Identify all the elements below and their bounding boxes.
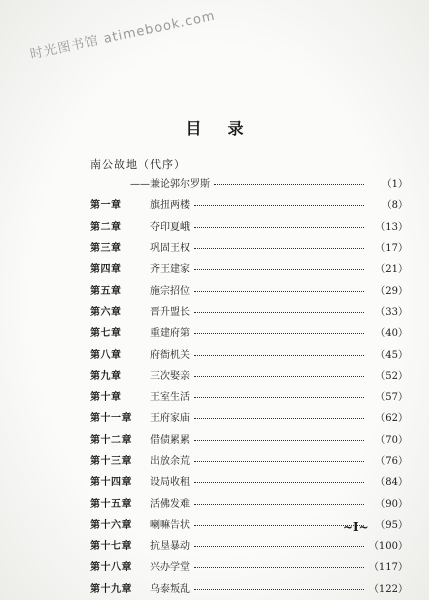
- page-number: （70）: [375, 434, 408, 446]
- preface-label: 南公故地（代序）: [90, 158, 186, 171]
- page-number: （1）: [381, 179, 408, 191]
- chapter-number: 第六章: [90, 306, 122, 318]
- toc-row-chapter[interactable]: [90, 449, 408, 470]
- chapter-title: 出放余荒: [150, 456, 190, 467]
- leader-dots: [194, 291, 364, 292]
- chapter-number: 第三章: [90, 243, 122, 255]
- page-number: （33）: [375, 306, 408, 318]
- chapter-title: 旗扭两楼: [150, 200, 190, 212]
- toc-row-chapter[interactable]: [90, 406, 408, 427]
- leader-dots: [194, 205, 364, 206]
- leader-dots: [194, 355, 364, 356]
- leader-dots: [194, 312, 364, 313]
- toc-row-chapter[interactable]: [90, 385, 408, 406]
- chapter-title: 借债累累: [150, 434, 190, 446]
- page-number: （17）: [375, 243, 408, 255]
- chapter-title: 三次娶亲: [150, 370, 190, 382]
- leader-dots: [194, 418, 364, 419]
- chapter-number: 第七章: [90, 328, 122, 340]
- page-title: 目录: [185, 119, 270, 138]
- toc-row-chapter[interactable]: [90, 491, 408, 512]
- toc-row-chapter[interactable]: [90, 534, 408, 555]
- leader-dots: [194, 525, 364, 526]
- chapter-title: 巩固王权: [150, 243, 190, 255]
- toc-row-chapter[interactable]: [90, 470, 408, 491]
- chapter-number: 第十五章: [90, 498, 132, 510]
- chapter-title: 设局收租: [150, 477, 190, 489]
- toc-row-chapter[interactable]: [90, 428, 408, 449]
- toc-row-chapter[interactable]: [90, 342, 408, 363]
- chapter-number: 第十二章: [90, 434, 132, 446]
- leader-dots: [194, 397, 364, 398]
- chapter-number: 第十七章: [90, 541, 132, 553]
- chapter-title: 重建府第: [150, 328, 190, 340]
- chapter-number: 第十章: [90, 392, 122, 404]
- page-number: （100）: [368, 541, 408, 553]
- chapter-title: 兴办学堂: [150, 562, 190, 574]
- chapter-title: 王府家庙: [150, 413, 190, 425]
- chapter-title: 活佛发难: [150, 498, 190, 510]
- leader-dots: [194, 269, 364, 270]
- leader-dots: [194, 461, 364, 462]
- toc-row-chapter[interactable]: [90, 193, 408, 214]
- page-number: （8）: [381, 200, 408, 212]
- leader-dots: [194, 589, 364, 590]
- page-number: （13）: [375, 221, 408, 233]
- chapter-number: 第十四章: [90, 477, 132, 489]
- toc-row-chapter[interactable]: [90, 300, 408, 321]
- toc-row-chapter[interactable]: [90, 215, 408, 236]
- page-number: （62）: [375, 413, 408, 425]
- chapter-number: 第十三章: [90, 456, 132, 467]
- toc-row-chapter[interactable]: [90, 364, 408, 385]
- leader-dots: [194, 440, 364, 441]
- table-of-contents: [90, 172, 408, 598]
- leader-dots: [194, 504, 364, 505]
- leader-dots: [194, 567, 364, 568]
- chapter-title: 抗垦暴动: [150, 541, 190, 553]
- leader-dots: [194, 376, 364, 377]
- page-number: （95）: [375, 519, 408, 531]
- leader-dots: [194, 227, 364, 228]
- folio-number: ~I~: [343, 520, 369, 534]
- chapter-number: 第八章: [90, 349, 122, 361]
- chapter-number: 第四章: [90, 264, 122, 276]
- chapter-title: 喇嘛告状: [150, 519, 190, 531]
- toc-row-chapter[interactable]: [90, 577, 408, 598]
- page-number: （90）: [375, 498, 408, 510]
- leader-dots: [194, 546, 364, 547]
- chapter-title: 施宗招位: [150, 285, 190, 297]
- page-number: （122）: [368, 583, 408, 595]
- page-number: （29）: [375, 285, 408, 297]
- chapter-number: 第一章: [90, 200, 122, 212]
- toc-row-chapter[interactable]: [90, 257, 408, 278]
- toc-row-preface[interactable]: [90, 172, 408, 193]
- chapter-title: 夺印夏峨: [150, 221, 190, 233]
- chapter-number: 第五章: [90, 285, 122, 297]
- chapter-title: 王室生活: [150, 392, 190, 404]
- toc-row-chapter[interactable]: [90, 236, 408, 257]
- preface-subtitle: ——兼论郭尔罗斯: [130, 179, 210, 191]
- leader-dots: [194, 482, 364, 483]
- page-number: （76）: [375, 456, 408, 467]
- page-number: （45）: [375, 349, 408, 361]
- page-number: （21）: [375, 264, 408, 276]
- leader-dots: [214, 184, 364, 185]
- page-number: （84）: [375, 477, 408, 489]
- chapter-title: 乌泰叛乱: [150, 583, 190, 595]
- page-number: （52）: [375, 370, 408, 382]
- chapter-title: 齐王建家: [150, 264, 190, 276]
- chapter-number: 第十九章: [90, 583, 132, 595]
- page-number: （117）: [368, 562, 408, 574]
- toc-row-chapter[interactable]: [90, 278, 408, 299]
- page-number: （57）: [375, 392, 408, 404]
- chapter-title: 府衙机关: [150, 349, 190, 361]
- page-number: （40）: [375, 328, 408, 340]
- chapter-number: 第九章: [90, 370, 122, 382]
- chapter-number: 第十六章: [90, 519, 132, 531]
- chapter-title: 晋升盟长: [150, 306, 190, 318]
- toc-row-chapter[interactable]: [90, 555, 408, 576]
- chapter-number: 第十一章: [90, 413, 132, 425]
- watermark: 时光图书馆 atimebook.com: [28, 8, 217, 63]
- toc-row-chapter[interactable]: [90, 321, 408, 342]
- chapter-number: 第二章: [90, 221, 122, 233]
- chapter-number: 第十八章: [90, 562, 132, 574]
- leader-dots: [194, 248, 364, 249]
- leader-dots: [194, 333, 364, 334]
